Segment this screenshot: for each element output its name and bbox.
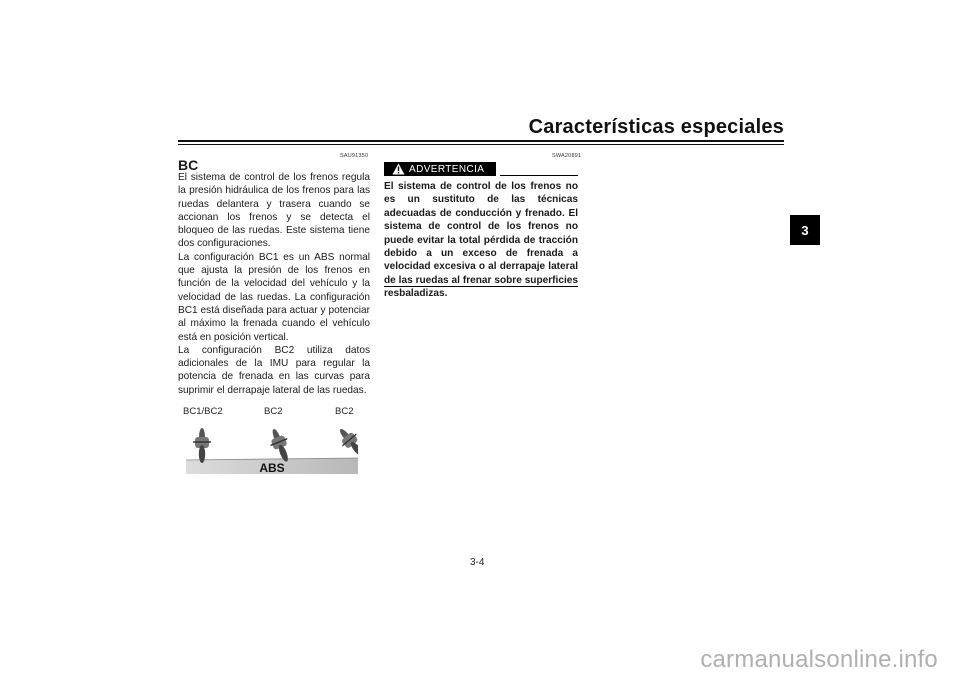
motorcycle-upright-icon xyxy=(193,428,211,463)
warning-header xyxy=(384,162,578,176)
page-header-title: Características especiales xyxy=(528,116,784,138)
warning-triangle-icon xyxy=(390,162,406,176)
page-number: 3-4 xyxy=(470,557,485,568)
warning-code: SWA20891 xyxy=(552,153,582,159)
watermark: carmanualsonline.info xyxy=(700,646,938,673)
paragraph-3: La configuración BC2 utiliza datos adicionales de la IMU para regular la potencia de frenada en las curvas para suprimir el derrapaje lateral de las ruedas. xyxy=(178,344,370,396)
chapter-tab: 3 xyxy=(790,215,820,245)
section-code: SAU91350 xyxy=(340,153,369,159)
paragraph-1: El sistema de control de los frenos regula la presión hidráulica de los frenos para las ruedas delantera y trasera cuando se accionan los frenos y se detecta el bloqueo de las ruedas. Este sistema tiene dos configuraciones. xyxy=(178,172,370,250)
section-body xyxy=(178,171,370,397)
warning-badge xyxy=(384,162,496,176)
abs-illustration xyxy=(186,424,358,476)
figure-label-bc2-a: BC2 xyxy=(264,406,283,417)
section-title: BC xyxy=(178,157,199,173)
motorcycle-leaning-more-icon xyxy=(333,424,358,462)
abs-label: ABS xyxy=(259,461,285,475)
abs-figure xyxy=(186,424,358,476)
warning-text: El sistema de control de los frenos no es un sustituto de las técnicas adecuadas de conducción y frenado. El sistema de control de los frenos no puede evitar la total pérdida de tracción debido a un exceso de frenada a velocidad excesiva o al derrapaje lateral de las ruedas al frenar sobre superficies resbaladizas. xyxy=(384,181,578,300)
figure-label-bc1-bc2: BC1/BC2 xyxy=(183,406,223,417)
header-rule-thin xyxy=(178,144,784,145)
warning-bottom-rule xyxy=(384,286,578,287)
warning-header-rule xyxy=(500,175,578,176)
paragraph-2: La configuración BC1 es un ABS normal que ajusta la presión de los frenos en función de la velocidad del vehículo y la velocidad de las ruedas. La configuración BC1 está diseñada para actuar y potenciar al máximo la frenada cuando el vehículo está en posición vertical. xyxy=(178,251,370,343)
header-rule xyxy=(178,140,784,142)
figure-label-bc2-b: BC2 xyxy=(335,406,354,417)
warning-label: ADVERTENCIA xyxy=(409,163,485,175)
